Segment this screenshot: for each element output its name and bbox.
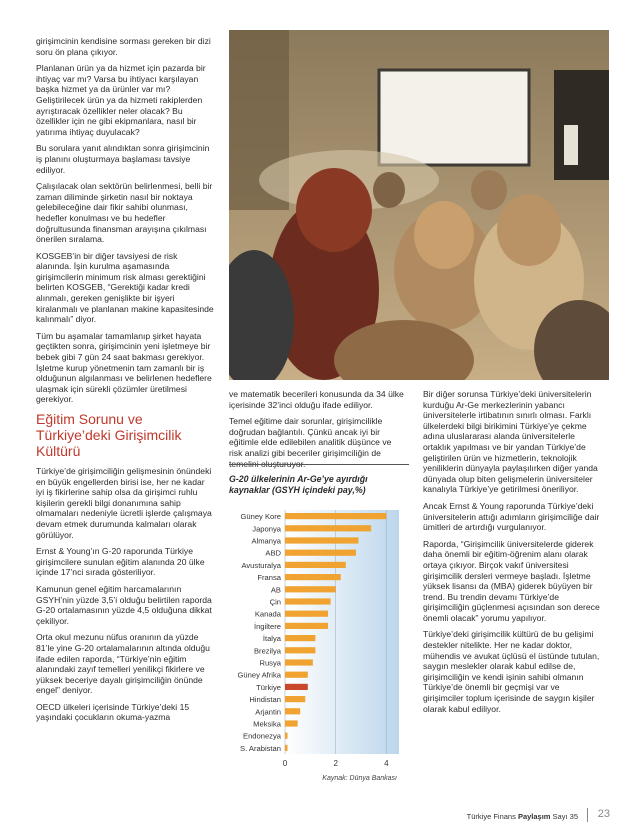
column-left: [36, 36, 214, 729]
rd-chart: [229, 466, 409, 816]
paragraph: Ernst & Young’ın G-20 raporunda Türkiye girişimcilere sunulan eğitim alanında 20 ülke içinde 17’nci sırada gösteriliyor.: [36, 546, 205, 578]
chart-category-label: Avusturalya: [241, 560, 281, 570]
page-footer: [466, 806, 610, 826]
chart-bar: [285, 550, 356, 556]
chart-bar: [285, 647, 315, 653]
paragraph: Bir diğer sorunsa Türkiye’deki üniversitelerin kurduğu Ar-Ge merkezlerinin yabancı üniversitelerle irtibatının sınırlı olması. Farklı ülkelerdeki bilgi birikimini Türkiye’ye çekme adına uluslararası alanda üniversitelerle ortaklık yapılması ve bir yandan Türkiye’de geliştirilen ürün ve hizmetlerin, teknolojik yeniliklerin dünyayla paylaşılırken diğer yanda dünyada olup biten gelişmelerin üniversiteler kanalıyla Türkiye’ye getirilmesi öneriliyor.: [423, 389, 598, 495]
chart-bar: [285, 611, 328, 617]
chart-bar: [285, 720, 298, 726]
footer-magazine-name: Türkiye Finans: [466, 812, 518, 821]
chart-tick-label: 2: [333, 759, 338, 768]
conference-photo: [229, 30, 609, 380]
paragraph: girişimcinin kendisine sorması gereken bir dizi soru ön plana çıkıyor.: [36, 36, 211, 57]
chart-category-label: İngiltere: [253, 621, 281, 631]
paragraph: Planlanan ürün ya da hizmet için pazarda bir ihtiyaç var mı? Varsa bu ihtiyacı karşılayan başka hizmet ya da ürünler var mı? Geliştirilecek ürün ya da hizmeti rakiplerden ayrıştıracak özellikler neler olacak? Bu özellikler için ne gibi ekipmanlara, nasıl bir yatırıma ihtiyaç duyulacak?: [36, 63, 206, 137]
chart-bar: [285, 733, 288, 739]
paragraph: Orta okul mezunu nüfus oranının da yüzde 81’le yine G-20 ortalamalarının altında olduğu ifade edilen raporda, “Türkiye’nin eğitim alanındaki zayıf temelleri yenilikçi fikirlere ve yüksek beceriye dayalı girişimciliğin önünde engel” deniyor.: [36, 632, 210, 696]
chart-bar: [285, 513, 386, 519]
chart-category-label: Güney Afrika: [237, 670, 281, 680]
page-number: 23: [597, 808, 610, 820]
chart-category-label: ABD: [265, 548, 281, 558]
chart-category-label: Güney Kore: [240, 512, 281, 522]
chart-bar: [285, 525, 371, 531]
chart-bar: [285, 598, 331, 604]
chart-category-label: Arjantin: [255, 707, 281, 717]
chart-bar: [285, 562, 346, 568]
chart-bar: [285, 684, 308, 690]
footer-magazine: [467, 812, 578, 821]
paragraph: Temel eğitime dair sorunlar, girişimcilikle doğrudan bağlantılı. Çünkü ancak iyi bir eğitimle elde edilebilen analitik düşünce ve risk analizi gibi beceriler girişimciliğin de: [229, 416, 392, 458]
chart-bar: [285, 745, 288, 751]
chart-bar: [285, 574, 341, 580]
chart-bar: [285, 623, 328, 629]
paragraph: Türkiye’de girişimciliğin gelişmesinin önündeki en büyük engellerden birisi ise, her ne kadar iyi iş fikirlerine sahip olsa da girişimci ruhlu kişilerin gerekli bilgi donanımına sahip olmamaları nedeniyle ücretli işlerde çalışmaya devam etmek durumunda kalmaları olarak görülüyor.: [36, 466, 212, 540]
paragraph: Raporda, “Girişimcilik üniversitelerde giderek daha önemli bir eğitim-öğrenim alanı olarak ortaya çıkıyor. Birçok vakıf üniversitesi girişimcilik dersleri vermeye başladı. İşletme yüksek lisansı da (MBA) giderek büyüyen bir trend. Bu trendin devamı Türkiye’de girişimciliğin güçlenmesi açısından son derece önemli olacak” yorumu yapılıyor.: [423, 538, 600, 623]
paragraph: Türkiye’deki girişimcilik kültürü de bu gelişimi destekler nitelikte. Her ne kadar doktor, mühendis ve avukat üçlüsü el üstünde tutulan, saygın meslekler olarak kabul edilse de, girişimciliğin ve kendi işinin sahibi olmanın Türkiye’de önemli bir geçmişi var ve girişimciler toplum içerisinde de saygın kişiler olarak kabul ediliyor.: [423, 629, 600, 714]
chart-bar: [285, 659, 313, 665]
chart-bar: [285, 672, 308, 678]
paragraph: ve matematik becerileri konusunda da 34 ülke içerisinde 32’inci olduğu ifade ediliyor.: [229, 389, 404, 410]
footer-issue: Sayı 35: [550, 812, 578, 821]
paragraph: Çalışılacak olan sektörün belirlenmesi, belli bir zaman diliminde şirketin nasıl bir noktaya gelebileceğine dair fikir sahibi olunması, hedefler konulması ve bu hedefler doğrultusunda finansman arayışına çıkılması önerilen sıralama.: [36, 181, 213, 245]
chart-category-label: Hindistan: [249, 695, 281, 705]
footer-divider: [587, 808, 588, 822]
chart-category-label: Fransa: [257, 573, 281, 583]
section-title: Eğitim Sorunu ve Türkiye’deki Girişimcilik Kültürü: [36, 411, 182, 459]
chart-bar: [285, 537, 358, 543]
chart-bar: [285, 635, 315, 641]
footer-brand: Paylaşım: [517, 812, 551, 821]
column-middle: [229, 389, 406, 475]
chart-category-label: Kanada: [254, 609, 281, 619]
column-right: [423, 389, 601, 720]
chart-tick-label: 4: [384, 759, 389, 768]
chart-category-label: S. Arabistan: [240, 743, 281, 753]
paragraph: Bu sorulara yanıt alındıktan sonra girişimcinin iş planını oluşturmaya başlaması tavsiye ediliyor.: [36, 143, 210, 175]
paragraph: KOSGEB’in bir diğer tavsiyesi de risk alanında. İşin kurulma aşamasında girişimcilerin minimum risk alması gerektiğini belirten KOSGEB, “Gerektiği kadar kredi alınmalı, gereken genişlikte bir işyeri kiralanmalı ve planlanan makine kapasitesinde kalınmalı” diyor.: [36, 250, 214, 325]
conference-photo-illustration: [229, 30, 609, 380]
chart-category-label: Japonya: [252, 524, 281, 534]
chart-source: Kaynak: Dünya Bankası: [322, 775, 397, 782]
chart-category-label: Endonezya: [243, 731, 281, 741]
chart-title: G-20 ülkelerinin Ar-Ge’ye ayırdığı kaynaklar (GSYH içindeki pay,%): [229, 474, 368, 495]
chart-category-label: Meksika: [253, 719, 281, 729]
chart-category-label: AB: [270, 585, 281, 595]
chart-divider: [229, 464, 409, 465]
paragraph: Kamunun genel eğitim harcamalarının GSYH’nin yüzde 3,5’i olduğu belirtilen raporda G-20 ortalamasının yüzde 4,5 olduğuna dikkat çekiliyor.: [36, 583, 212, 626]
paragraph: Tüm bu aşamalar tamamlanıp şirket hayata geçtikten sonra, girişimcinin yeni işletmeye bir bebek gibi 7 gün 24 saat bakması gerekiyor. İşletme kurup yönetmenin tam zamanlı bir iş olduğunun algılanması ve belirlenen hedeflere ulaşmak için sürekli çözümler üretilmesi gerekiyor.: [36, 330, 212, 405]
chart-bar: [285, 586, 336, 592]
chart-plot-background: [285, 510, 399, 754]
chart-tick-label: 0: [282, 759, 288, 768]
chart-category-label: Rusya: [259, 658, 281, 668]
chart-svg: [229, 496, 409, 812]
paragraph: Ancak Ernst & Young raporunda Türkiye’deki üniversitelerin attığı adımların girişimciliğe dair ümitleri de artırdığı vurgulanıyor.: [423, 500, 600, 533]
chart-bar: [285, 708, 300, 714]
chart-category-label: Almanya: [251, 536, 281, 546]
chart-category-label: İtalya: [262, 634, 281, 644]
paragraph: OECD ülkeleri içerisinde Türkiye’deki 15 yaşındaki çocukların okuma-yazma: [36, 701, 190, 723]
chart-category-label: Çin: [269, 597, 281, 607]
chart-category-label: Türkiye: [256, 682, 281, 692]
chart-category-label: Brezilya: [253, 646, 281, 656]
chart-bar: [285, 696, 305, 702]
